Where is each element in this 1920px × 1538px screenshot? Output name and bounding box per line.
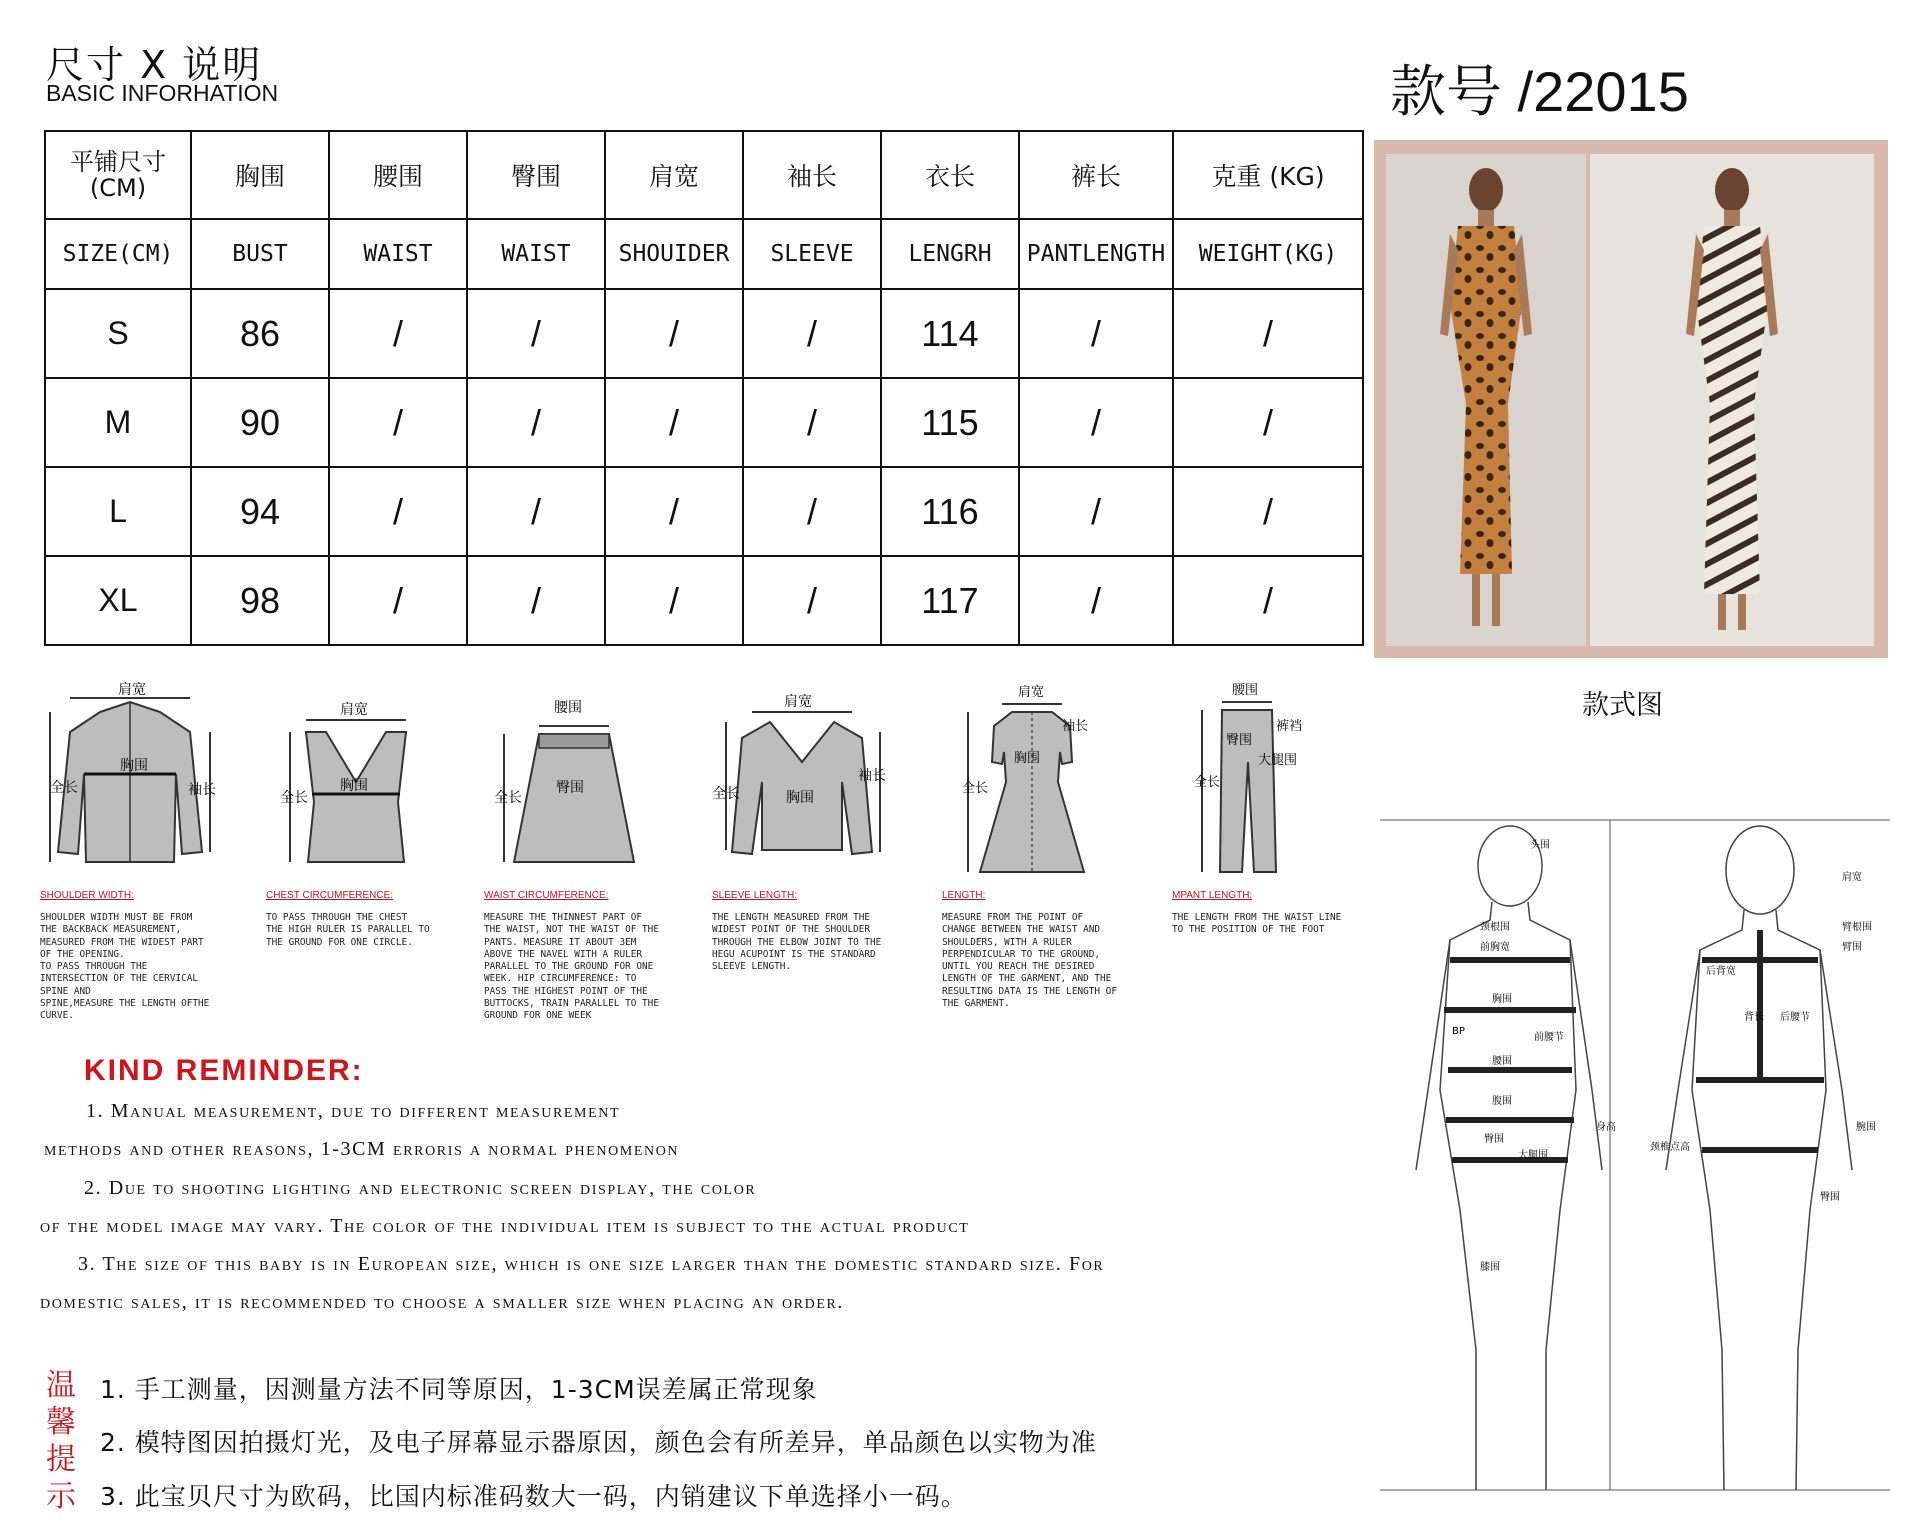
- sketch-label: 袖长: [1062, 719, 1089, 734]
- reminder-title: KIND REMINDER:: [84, 1054, 364, 1087]
- warm-tip-line: 2. 模特图因拍摄灯光，及电子屏幕显示器原因，颜色会有所差异，单品颜色以实物为准: [100, 1428, 1097, 1457]
- warm-tips-label: 温馨提示: [46, 1368, 76, 1514]
- value-cell: /: [1019, 289, 1173, 378]
- body-label: BP: [1452, 1026, 1465, 1037]
- header-cell: SHOUIDER: [605, 219, 743, 289]
- header-cell: 衣长: [881, 131, 1019, 219]
- sketch-description: MEASURE FROM THE POINT OF CHANGE BETWEEN THE WAIST AND SHOULDERS, WITH A RULER PERPENDICULAR TO THE GROUND, UNTIL YOU REACH THE DESIRED LENGTH OF THE GARMENT, AND THE RESULTING DATA IS THE LENGTH OF THE GARMENT.: [942, 912, 1117, 1010]
- sketch-title: LENGTH:: [942, 890, 986, 901]
- sketch-label: 大腿围: [1258, 753, 1298, 768]
- header-cell: WEIGHT(KG): [1173, 219, 1363, 289]
- camisole-sketch-icon: [266, 682, 446, 882]
- body-label: 膝围: [1480, 1262, 1500, 1273]
- sketch-label: 全长: [962, 781, 989, 796]
- sketch-label: 胸围: [1014, 751, 1041, 766]
- sketch-label: 袖长: [858, 768, 886, 784]
- header-cell: 肩宽: [605, 131, 743, 219]
- reminder-line: 1. Manual measurement, due to different measurement: [86, 1100, 621, 1122]
- body-label: 腕围: [1856, 1122, 1876, 1133]
- sketch-description: THE LENGTH FROM THE WAIST LINE TO THE POSITION OF THE FOOT: [1172, 912, 1342, 936]
- header-cell: WAIST: [329, 219, 467, 289]
- skirt-sketch-icon: [484, 682, 664, 882]
- value-cell: /: [605, 556, 743, 645]
- reminder-line: domestic sales, it is recommended to choose a smaller size when placing an order.: [40, 1291, 845, 1313]
- sketch-pants: [1172, 682, 1372, 1012]
- sketch-jacket: [40, 682, 235, 1022]
- reminder-line: 2. Due to shooting lighting and electronic screen display, the color: [84, 1177, 757, 1199]
- header-cell: WAIST: [467, 219, 605, 289]
- body-label: 颈根围: [1480, 922, 1510, 933]
- sketch-description: SHOULDER WIDTH MUST BE FROM THE BACKBACK MEASUREMENT, MEASURED FROM THE WIDEST PART OF THE OPENING. TO PASS THROUGH THE INTERSECTION OF THE CERVICAL SPINE AND SPINE,MEASURE THE LENGTH OFTHE CURVE.: [40, 912, 210, 1022]
- value-cell: /: [329, 556, 467, 645]
- body-label: 前腰节: [1534, 1032, 1564, 1043]
- sketch-title: SHOULDER WIDTH:: [40, 890, 134, 901]
- value-cell: /: [467, 467, 605, 556]
- sketch-label: 全长: [712, 786, 740, 802]
- value-cell: /: [1019, 556, 1173, 645]
- value-cell: /: [1173, 556, 1363, 645]
- body-measurement-chart: [1380, 790, 1900, 1530]
- pants-sketch-icon: [1172, 682, 1352, 882]
- header-cell: 臀围: [467, 131, 605, 219]
- body-label: 后腰节: [1780, 1012, 1810, 1023]
- table-header-en: [45, 219, 1363, 289]
- sketch-label: 全长: [50, 780, 78, 796]
- value-cell: /: [605, 467, 743, 556]
- page-title-en: BASIC INFORHATION: [46, 80, 279, 106]
- sketch-label: 裤裆: [1276, 719, 1303, 734]
- body-label: 头围: [1530, 840, 1550, 851]
- body-label: 后背宽: [1706, 966, 1736, 977]
- sketch-camisole: [266, 682, 456, 1012]
- sketch-label: 胸围: [340, 778, 368, 794]
- body-label: 臂根围: [1842, 922, 1872, 933]
- value-cell: /: [605, 289, 743, 378]
- sketch-title: WAIST CIRCUMFERENCE:: [484, 890, 609, 901]
- body-label: 臀围: [1820, 1192, 1840, 1203]
- size-cell: M: [45, 378, 191, 467]
- table-row: [45, 556, 1363, 645]
- value-cell: /: [1173, 378, 1363, 467]
- value-cell: 90: [191, 378, 329, 467]
- value-cell: /: [1173, 467, 1363, 556]
- value-cell: /: [467, 556, 605, 645]
- sketch-label: 全长: [280, 790, 308, 806]
- value-cell: 86: [191, 289, 329, 378]
- sweater-sketch-icon: [712, 682, 892, 882]
- sketch-label: 袖长: [188, 782, 216, 798]
- table-header-cn: [45, 131, 1363, 219]
- value-cell: 98: [191, 556, 329, 645]
- sketch-skirt: [484, 682, 684, 1022]
- value-cell: /: [743, 378, 881, 467]
- value-cell: /: [467, 378, 605, 467]
- reminder-line: of the model image may vary. The color of the individual item is subject to the actual product: [40, 1215, 970, 1237]
- page-title-cn: 尺寸 X 说明: [46, 43, 263, 87]
- value-cell: /: [1173, 289, 1363, 378]
- value-cell: 94: [191, 467, 329, 556]
- sketch-label: 肩宽: [784, 694, 812, 710]
- header-cell: PANTLENGTH: [1019, 219, 1173, 289]
- sketch-label: 全长: [1194, 775, 1221, 790]
- value-cell: /: [329, 289, 467, 378]
- header-cell: 平铺尺寸 (CM): [45, 131, 191, 219]
- body-label: 颈椎点高: [1650, 1142, 1690, 1153]
- body-label: 大腿围: [1518, 1150, 1548, 1161]
- sketch-label: 肩宽: [340, 702, 368, 718]
- size-cell: S: [45, 289, 191, 378]
- size-table: [44, 130, 1364, 646]
- header-cell: 胸围: [191, 131, 329, 219]
- sketch-label: 腰围: [1232, 683, 1259, 698]
- product-photo-leopard-dress: [1386, 154, 1586, 646]
- body-label: 胸围: [1492, 994, 1512, 1005]
- body-label: 臀围: [1484, 1134, 1504, 1145]
- table-row: [45, 289, 1363, 378]
- warm-tip-line: 3. 此宝贝尺寸为欧码，比国内标准码数大一码，内销建议下单选择小一码。: [100, 1482, 967, 1511]
- value-cell: /: [743, 556, 881, 645]
- value-cell: 114: [881, 289, 1019, 378]
- sketch-label: 胸围: [786, 790, 814, 806]
- sketch-label: 肩宽: [118, 682, 146, 698]
- header-cell: 袖长: [743, 131, 881, 219]
- sketch-label: 臀围: [1226, 733, 1253, 748]
- warm-tip-line: 1. 手工测量，因测量方法不同等原因，1-3CM误差属正常现象: [100, 1375, 818, 1404]
- value-cell: /: [329, 378, 467, 467]
- dress-sketch-icon: [942, 682, 1122, 882]
- reminder-line: methods and other reasons, 1-3CM erroris a normal phenomenon: [44, 1138, 680, 1160]
- header-cell: LENGRH: [881, 219, 1019, 289]
- sketch-label: 腰围: [554, 700, 582, 716]
- jacket-sketch-icon: [40, 682, 220, 882]
- sketch-title: CHEST CIRCUMFERENCE:: [266, 890, 394, 901]
- value-cell: /: [605, 378, 743, 467]
- header-cell: 裤长: [1019, 131, 1173, 219]
- body-label: 腹围: [1492, 1096, 1512, 1107]
- body-label: 臂围: [1842, 942, 1862, 953]
- value-cell: 116: [881, 467, 1019, 556]
- table-row: [45, 378, 1363, 467]
- body-label: 肩宽: [1842, 872, 1862, 883]
- photo-caption: 款式图: [1582, 690, 1663, 721]
- header-cell: BUST: [191, 219, 329, 289]
- value-cell: /: [743, 467, 881, 556]
- value-cell: /: [467, 289, 605, 378]
- body-label: 身高: [1596, 1122, 1616, 1133]
- size-cell: L: [45, 467, 191, 556]
- value-cell: 117: [881, 556, 1019, 645]
- header-cell: SIZE(CM): [45, 219, 191, 289]
- body-label: 前胸宽: [1480, 942, 1510, 953]
- body-label: 背长: [1744, 1012, 1764, 1023]
- value-cell: /: [329, 467, 467, 556]
- product-photo-zebra-dress: [1590, 154, 1874, 646]
- style-number: 款号 /22015: [1390, 60, 1689, 123]
- value-cell: /: [1019, 378, 1173, 467]
- sketch-label: 臀围: [556, 780, 584, 796]
- reminder-line: 3. The size of this baby is in European size, which is one size larger than the domestic standard size. For: [78, 1253, 1105, 1275]
- sketch-label: 全长: [494, 790, 522, 806]
- table-row: [45, 467, 1363, 556]
- value-cell: /: [1019, 467, 1173, 556]
- header-cell: 克重 (KG): [1173, 131, 1363, 219]
- sketch-description: MEASURE THE THINNEST PART OF THE WAIST, NOT THE WAIST OF THE PANTS. MEASURE IT ABOUT 3EM ABOVE THE NAVEL WITH A RULER PARALLEL TO THE GROUND FOR ONE WEEK. HIP CIRCUMFERENCE: TO PASS THE HIGHEST POINT OF THE BUTTOCKS, TRAIN PARALLEL TO THE GROUND FOR ONE WEEK: [484, 912, 659, 1022]
- value-cell: /: [743, 289, 881, 378]
- sketch-description: THE LENGTH MEASURED FROM THE WIDEST POINT OF THE SHOULDER THROUGH THE ELBOW JOINT TO THE HEGU ACUPOINT IS THE STANDARD SLEEVE LENGTH.: [712, 912, 882, 973]
- value-cell: 115: [881, 378, 1019, 467]
- sketch-title: SLEEVE LENGTH:: [712, 890, 798, 901]
- sketch-sweater: [712, 682, 912, 1012]
- sketch-dress: [942, 682, 1152, 1012]
- header-cell: 腰围: [329, 131, 467, 219]
- sketch-label: 胸围: [120, 758, 148, 774]
- body-label: 腰围: [1492, 1056, 1512, 1067]
- sketch-label: 肩宽: [1018, 685, 1045, 700]
- sketch-description: TO PASS THROUGH THE CHEST THE HIGH RULER IS PARALLEL TO THE GROUND FOR ONE CIRCLE.: [266, 912, 430, 948]
- header-cell: SLEEVE: [743, 219, 881, 289]
- sketch-title: MPANT LENGTH:: [1172, 890, 1253, 901]
- size-cell: XL: [45, 556, 191, 645]
